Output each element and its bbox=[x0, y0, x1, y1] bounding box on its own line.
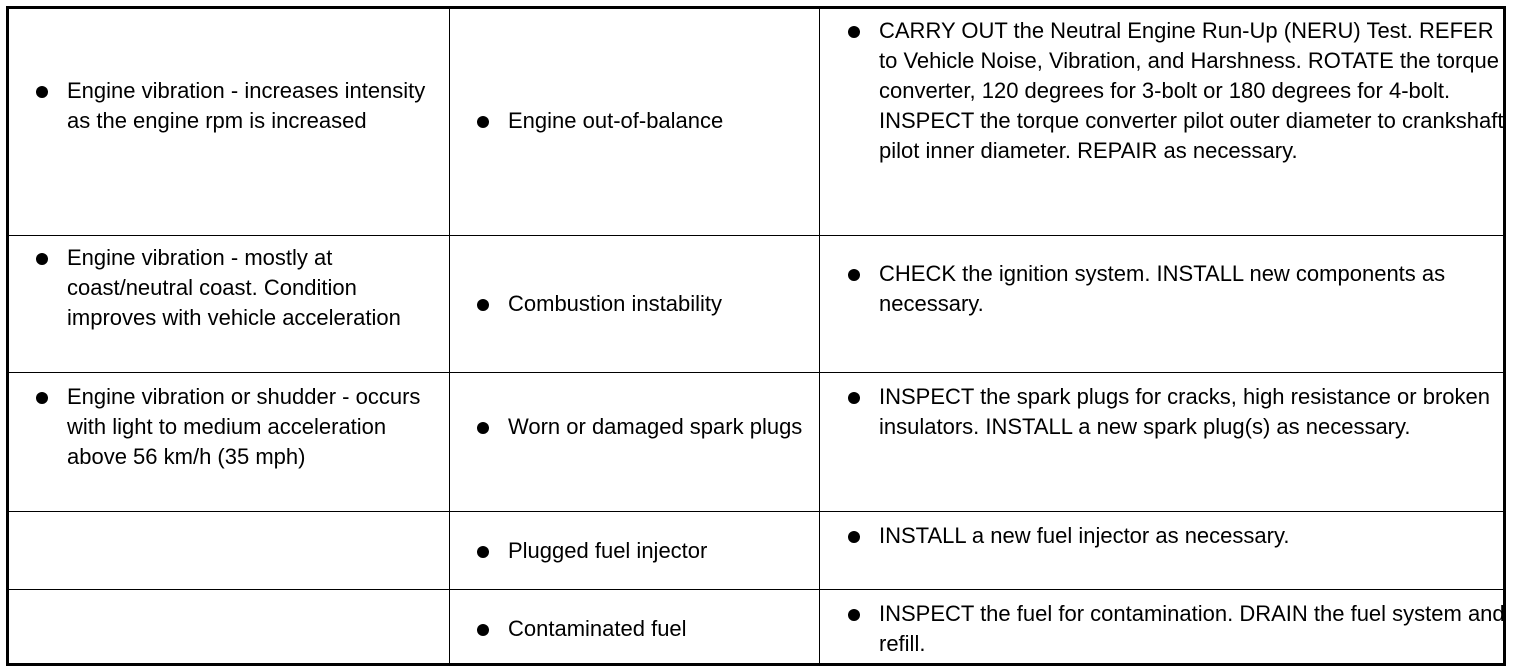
symptom-cell bbox=[9, 512, 449, 590]
table-row bbox=[9, 9, 1503, 235]
action-item bbox=[879, 16, 1511, 166]
symptom-text: Engine vibration - increases intensity as the engine rpm is increased bbox=[67, 78, 426, 133]
cause-cell bbox=[449, 9, 819, 235]
symptom-cell bbox=[9, 373, 449, 512]
bullet-icon bbox=[477, 299, 489, 311]
cause-text: Combustion instability bbox=[508, 291, 722, 316]
action-text: INSTALL a new fuel injector as necessary. bbox=[879, 523, 1290, 548]
cause-cell bbox=[449, 512, 819, 590]
symptom-cell bbox=[9, 236, 449, 373]
table-row bbox=[9, 235, 1503, 373]
bullet-icon bbox=[36, 86, 48, 98]
action-text: CHECK the ignition system. INSTALL new components as necessary. bbox=[879, 261, 1446, 316]
bullet-icon bbox=[848, 26, 860, 38]
cause-item bbox=[508, 614, 808, 644]
symptom-cell bbox=[9, 9, 449, 235]
bullet-icon bbox=[477, 116, 489, 128]
table-row bbox=[9, 372, 1503, 512]
action-item bbox=[879, 259, 1511, 319]
action-cell bbox=[819, 9, 1503, 235]
bullet-icon bbox=[848, 269, 860, 281]
symptom-cell bbox=[9, 590, 449, 664]
bullet-icon bbox=[477, 624, 489, 636]
cause-item bbox=[508, 412, 808, 442]
cause-text: Contaminated fuel bbox=[508, 616, 687, 641]
cause-cell bbox=[449, 373, 819, 512]
symptom-text: Engine vibration or shudder - occurs with light to medium acceleration above 56 km/h (35 mph) bbox=[67, 384, 421, 469]
symptom-text: Engine vibration - mostly at coast/neutral coast. Condition improves with vehicle acceleration bbox=[67, 245, 401, 330]
table-row bbox=[9, 511, 1503, 590]
action-cell bbox=[819, 236, 1503, 373]
cause-cell bbox=[449, 236, 819, 373]
bullet-icon bbox=[477, 422, 489, 434]
action-item bbox=[879, 382, 1511, 442]
diagnosis-table bbox=[6, 6, 1506, 666]
cause-text: Plugged fuel injector bbox=[508, 538, 708, 563]
action-text: INSPECT the fuel for contamination. DRAIN the fuel system and refill. bbox=[879, 601, 1505, 656]
symptom-item bbox=[67, 382, 437, 472]
bullet-icon bbox=[36, 253, 48, 265]
cause-text: Engine out-of-balance bbox=[508, 108, 724, 133]
action-text: INSPECT the spark plugs for cracks, high resistance or broken insulators. INSTALL a new spark plug(s) as necessary. bbox=[879, 384, 1490, 439]
cause-text: Worn or damaged spark plugs bbox=[508, 414, 803, 439]
bullet-icon bbox=[848, 531, 860, 543]
action-cell bbox=[819, 373, 1503, 512]
cause-item bbox=[508, 289, 808, 319]
action-cell bbox=[819, 512, 1503, 590]
bullet-icon bbox=[848, 609, 860, 621]
bullet-icon bbox=[477, 546, 489, 558]
action-item bbox=[879, 599, 1511, 659]
bullet-icon bbox=[36, 392, 48, 404]
cause-item bbox=[508, 106, 808, 136]
action-item bbox=[879, 521, 1511, 551]
cause-cell bbox=[449, 590, 819, 664]
table-row bbox=[9, 589, 1503, 664]
symptom-item bbox=[67, 76, 437, 136]
bullet-icon bbox=[848, 392, 860, 404]
symptom-item bbox=[67, 243, 437, 333]
action-text: CARRY OUT the Neutral Engine Run-Up (NERU) Test. REFER to Vehicle Noise, Vibration, and Harshness. ROTATE the torque converter, 120 degrees for 3-bolt or 180 degrees for 4-bolt. INSPECT the torque converter pilot outer diameter to crankshaft pilot inner diameter. REPAIR as necessary. bbox=[879, 18, 1504, 163]
cause-item bbox=[508, 536, 808, 566]
action-cell bbox=[819, 590, 1503, 664]
